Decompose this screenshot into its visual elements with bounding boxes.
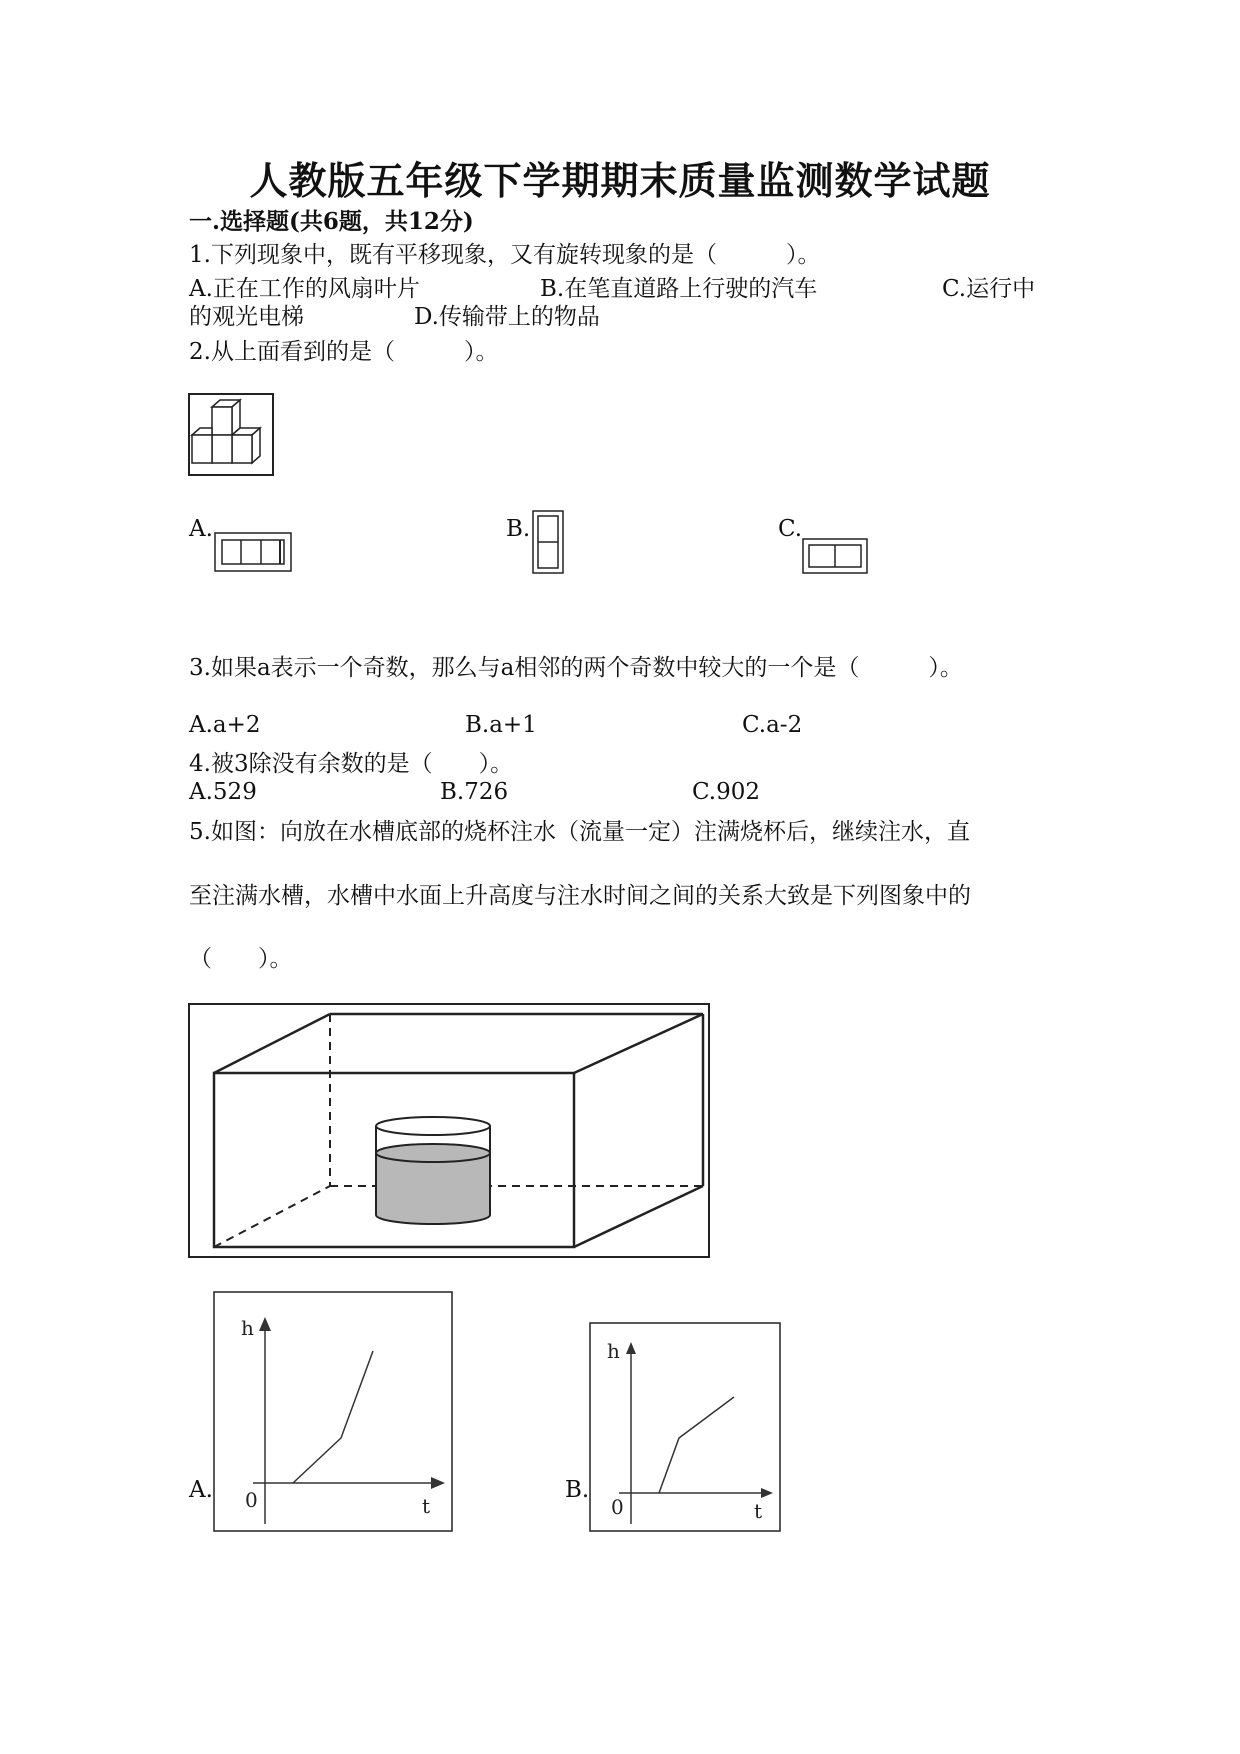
question-4-option-c: C.902 xyxy=(692,779,760,805)
question-3-option-c: C.a-2 xyxy=(742,712,803,738)
question-1-option-c-cont: 的观光电梯 xyxy=(189,304,304,330)
question-4-option-a: A.529 xyxy=(189,779,257,805)
question-3-option-a: A.a+2 xyxy=(189,712,261,738)
section-heading: 一.选择题(共6题，共12分) xyxy=(189,208,474,235)
graph-a-y-label: h xyxy=(241,1316,254,1340)
graph-a-figure xyxy=(213,1291,453,1532)
question-2-option-c: C. xyxy=(778,516,803,542)
option-a-view-figure xyxy=(214,532,292,572)
question-5-option-a: A. xyxy=(189,1477,213,1503)
question-3-stem: 3.如果a表示一个奇数，那么与a相邻的两个奇数中较大的一个是（ ）。 xyxy=(189,655,963,681)
question-4-stem: 4.被3除没有余数的是（ ）。 xyxy=(189,751,514,777)
question-5-stem-line-3: （ ）。 xyxy=(189,946,293,972)
question-5-option-b: B. xyxy=(565,1477,590,1503)
page-title: 人教版五年级下学期期末质量监测数学试题 xyxy=(249,158,991,203)
question-5-stem-line-2: 至注满水槽，水槽中水面上升高度与注水时间之间的关系大致是下列图象中的 xyxy=(189,883,971,909)
water-tank-figure xyxy=(188,1003,710,1258)
graph-a-origin-label: 0 xyxy=(245,1488,258,1512)
graph-b-origin-label: 0 xyxy=(611,1495,624,1519)
option-c-view-figure xyxy=(802,538,868,574)
graph-b-figure xyxy=(589,1322,781,1532)
question-1-option-b: B.在笔直道路上行驶的汽车 xyxy=(540,276,818,302)
question-1-option-c: C.运行中 xyxy=(942,276,1036,302)
graph-b-y-label: h xyxy=(607,1339,620,1363)
question-2-option-a: A. xyxy=(189,516,213,542)
graph-a-x-label: t xyxy=(422,1494,431,1518)
question-4-option-b: B.726 xyxy=(440,779,509,805)
question-1-option-d: D.传输带上的物品 xyxy=(414,304,600,330)
option-b-view-figure xyxy=(532,510,564,574)
graph-b-x-label: t xyxy=(754,1499,763,1523)
question-1-stem: 1.下列现象中，既有平移现象，又有旋转现象的是（ ）。 xyxy=(189,242,821,268)
question-1-option-a: A.正在工作的风扇叶片 xyxy=(189,276,420,302)
question-2-stem: 2.从上面看到的是（ ）。 xyxy=(189,339,499,365)
question-5-stem-line-1: 5.如图：向放在水槽底部的烧杯注水（流量一定）注满烧杯后，继续注水，直 xyxy=(189,819,970,845)
cube-stack-figure xyxy=(188,393,274,476)
question-2-option-b: B. xyxy=(506,516,531,542)
question-3-option-b: B.a+1 xyxy=(465,712,537,738)
